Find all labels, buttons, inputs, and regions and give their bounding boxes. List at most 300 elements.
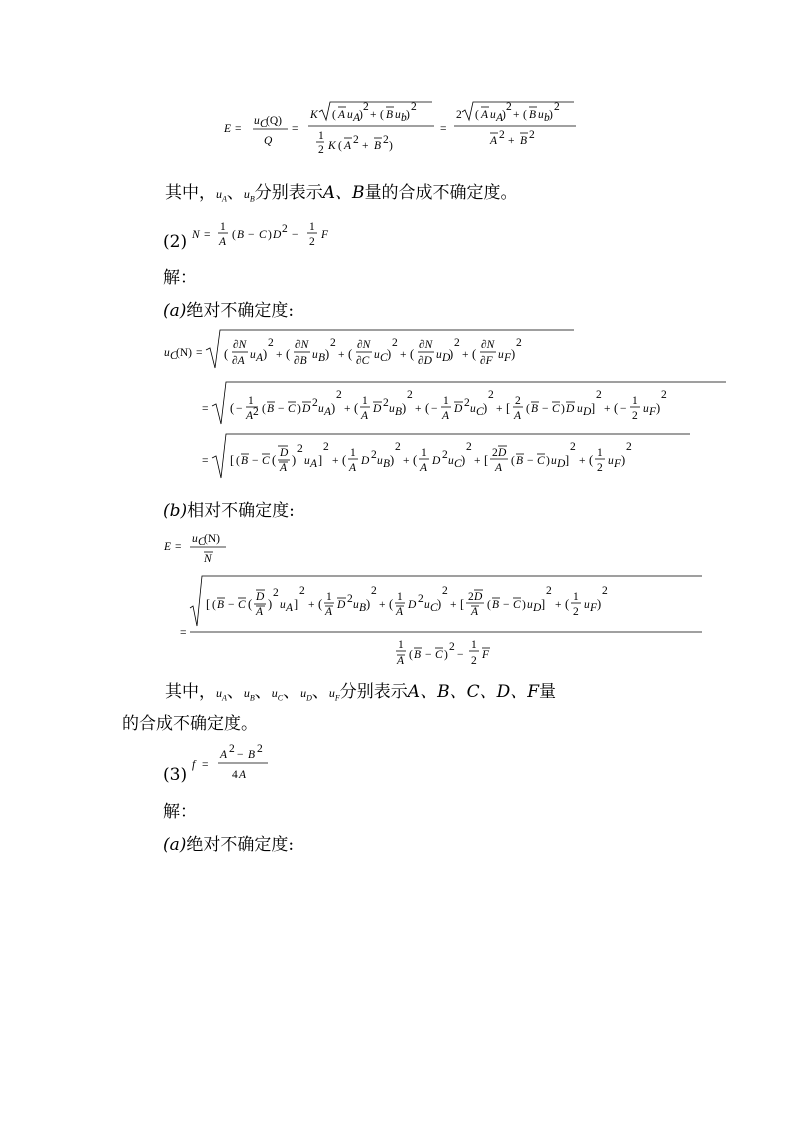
svg-text:u: u [448,455,454,467]
variable-u-a: $u_A$ [216,187,227,204]
svg-text:2: 2 [336,389,342,401]
svg-text:D: D [454,403,463,415]
svg-text:B: B [237,229,245,241]
svg-text:(: ( [342,453,347,467]
svg-text:D: D [442,352,451,364]
svg-text:(: ( [272,453,277,467]
svg-text:−: − [457,649,464,661]
equation-f-definition [190,742,290,788]
svg-text:C: C [262,455,270,467]
svg-text:2: 2 [371,585,377,597]
svg-text:Q: Q [264,135,273,147]
svg-text:∂D: ∂D [418,355,432,367]
svg-text:−: − [620,403,627,415]
svg-text:2: 2 [297,443,303,455]
svg-text:): ) [325,347,330,361]
svg-text:C: C [552,403,560,415]
svg-text:D: D [256,591,265,603]
svg-text:(: ( [487,599,491,611]
svg-text:+: + [276,349,283,361]
variable-u-b: $u_B$ [243,187,255,204]
svg-text:∂A: ∂A [232,355,245,367]
svg-text:(N): (N) [176,347,192,359]
svg-text:2: 2 [449,641,455,653]
svg-text:C: C [288,403,296,415]
svg-text:): ) [366,597,371,611]
subheading-absolute-uncertainty-3: (a)绝对不确定度: [163,835,295,855]
svg-text:2: 2 [546,585,552,597]
svg-text:f: f [192,759,196,771]
svg-text:D: D [302,403,311,415]
svg-text:F: F [504,352,512,364]
svg-text:): ) [263,347,268,361]
svg-text:+: + [496,403,503,415]
svg-text:+: + [508,135,515,147]
svg-text:=: = [292,123,299,135]
svg-text:]: ] [565,453,570,467]
svg-text:A: A [420,462,428,474]
variable-u-c: $u_C$ [271,686,284,703]
svg-text:∂F: ∂F [480,355,493,367]
svg-text:A: A [219,236,227,248]
svg-text:2: 2 [392,337,398,349]
svg-text:C: C [260,118,268,130]
svg-text:K: K [310,109,318,121]
svg-text:2: 2 [602,585,608,597]
svg-text:2: 2 [229,743,235,755]
svg-text:u: u [347,109,353,121]
svg-text:]: ] [541,597,546,611]
svg-text:∂N: ∂N [357,339,371,351]
svg-text:A: A [496,112,504,124]
svg-text:+: + [370,109,377,121]
svg-text:(: ( [413,453,418,467]
variable-u-a: $u_A$ [216,686,227,703]
svg-text:): ) [390,453,395,467]
svg-text:2: 2 [456,109,462,121]
svg-text:−: − [252,455,259,467]
svg-text:=: = [204,229,211,241]
svg-text:∂N: ∂N [419,339,433,351]
solution-label-3: 解： [163,802,197,822]
svg-text:u: u [164,347,170,359]
svg-text:2: 2 [468,591,474,603]
svg-text:A: A [514,410,522,422]
item-2-label: (2) [163,232,188,252]
svg-text:D: D [566,403,575,415]
svg-text:B: B [248,749,256,761]
svg-text:D: D [432,455,441,467]
svg-text:u: u [312,349,318,361]
svg-text:2: 2 [515,395,521,407]
svg-text:F: F [590,602,598,614]
svg-text:D: D [533,602,542,614]
svg-text:2: 2 [418,593,424,605]
svg-text:(Q): (Q) [266,115,282,127]
svg-text:2: 2 [573,606,579,618]
svg-text:=: = [180,627,187,639]
svg-text:): ) [449,347,454,361]
svg-text:u: u [584,599,590,611]
svg-text:[: [ [484,453,489,467]
svg-text:A: A [256,352,264,364]
svg-text:1: 1 [248,395,254,407]
svg-text:A: A [442,410,450,422]
solution-label-2: 解： [163,268,197,288]
svg-text:u: u [318,403,324,415]
svg-text:1: 1 [471,639,477,651]
svg-text:+: + [338,349,345,361]
svg-text:2: 2 [454,337,460,349]
svg-text:2: 2 [632,410,638,422]
svg-text:D: D [583,406,592,418]
svg-text:∂B: ∂B [294,355,307,367]
svg-text:): ) [621,453,626,467]
svg-text:): ) [483,401,488,415]
svg-text:1: 1 [350,447,356,459]
svg-text:): ) [437,597,442,611]
svg-text:B: B [383,458,391,470]
svg-text:): ) [268,597,273,611]
svg-text:u: u [377,455,383,467]
svg-text:2: 2 [492,447,498,459]
svg-text:(: ( [232,229,236,241]
svg-text:∂N: ∂N [233,339,247,351]
svg-text:u: u [490,109,496,121]
svg-text:C: C [198,536,206,548]
svg-text:A: A [490,135,498,147]
svg-text:B: B [318,352,326,364]
svg-text:): ) [292,453,297,467]
svg-text:2: 2 [312,397,318,409]
svg-text:C: C [430,602,438,614]
svg-text:(: ( [410,347,415,361]
svg-text:(: ( [409,649,413,661]
svg-text:[: [ [506,401,511,415]
svg-text:): ) [406,109,410,121]
svg-text:C: C [170,350,178,362]
svg-text:+: + [362,140,369,152]
svg-text:2: 2 [499,129,505,141]
equation-absolute-uncertainty-n [162,326,732,486]
svg-text:2: 2 [554,101,560,113]
svg-text:(: ( [354,401,359,415]
svg-text:1: 1 [318,130,324,142]
svg-text:D: D [474,591,483,603]
svg-text:∂N: ∂N [295,339,309,351]
equation-relative-uncertainty-q [222,96,582,166]
svg-text:1: 1 [421,447,427,459]
svg-text:1: 1 [362,395,368,407]
svg-text:): ) [389,140,393,152]
svg-text:(: ( [523,109,527,121]
svg-text:B: B [531,403,539,415]
svg-text:1: 1 [632,395,638,407]
svg-text:(: ( [380,109,384,121]
svg-text:u: u [254,115,260,127]
svg-text:[: [ [230,453,235,467]
svg-text:+: + [415,403,422,415]
svg-text:[: [ [460,597,465,611]
svg-text:u: u [608,455,614,467]
svg-text:D: D [498,447,507,459]
svg-text:B: B [492,599,500,611]
svg-text:=: = [202,759,209,771]
svg-text:2: 2 [466,441,472,453]
svg-text:): ) [502,109,506,121]
svg-text:u: u [551,455,557,467]
svg-text:+: + [332,455,339,467]
svg-text:A: A [239,769,247,781]
svg-text:): ) [268,229,272,241]
svg-text:B: B [241,455,249,467]
svg-text:2: 2 [371,449,377,461]
svg-text:u: u [192,533,198,545]
svg-text:B: B [217,599,225,611]
svg-text:1: 1 [597,447,603,459]
svg-text:(: ( [526,403,530,415]
svg-text:u: u [424,599,430,611]
svg-text:2: 2 [661,389,667,401]
svg-text:(N): (N) [204,533,220,545]
svg-text:): ) [461,453,466,467]
svg-text:(: ( [511,455,515,467]
svg-text:A: A [325,606,333,618]
svg-text:−: − [278,403,285,415]
svg-text:+: + [604,403,611,415]
svg-text:): ) [331,401,336,415]
svg-text:=: = [202,455,209,467]
svg-text:−: − [237,749,244,761]
svg-text:(: ( [230,401,235,415]
svg-text:2: 2 [273,587,279,599]
svg-text:u: u [353,599,359,611]
svg-text:−: − [248,229,255,241]
svg-text:): ) [511,347,516,361]
svg-text:b: b [544,112,550,124]
svg-text:2: 2 [488,389,494,401]
svg-text:u: u [498,349,504,361]
svg-text:2: 2 [442,585,448,597]
svg-text:A: A [481,109,489,121]
svg-text:=: = [235,123,242,135]
svg-text:A: A [495,462,503,474]
svg-text:−: − [431,403,438,415]
svg-text:K: K [328,140,336,152]
svg-text:1: 1 [397,591,403,603]
svg-text:[: [ [206,597,211,611]
svg-text:∂C: ∂C [356,355,370,367]
svg-text:): ) [522,599,526,611]
paragraph-uncertainty-note-2-continued: 的合成不确定度。 [122,714,258,734]
svg-text:(: ( [338,140,342,152]
svg-text:A: A [280,462,288,474]
svg-text:(: ( [348,347,353,361]
svg-text:B: B [529,109,537,121]
svg-text:(: ( [318,597,323,611]
svg-text:u: u [436,349,442,361]
svg-text:(: ( [332,109,336,121]
svg-text:A: A [286,602,294,614]
svg-text:2: 2 [471,655,477,667]
svg-text:N: N [192,229,200,241]
svg-text:): ) [444,649,448,661]
svg-text:2: 2 [257,743,263,755]
svg-text:+: + [513,109,520,121]
svg-text:A: A [397,655,405,667]
svg-text:2: 2 [506,101,512,113]
svg-text:2: 2 [318,144,324,156]
svg-text:2: 2 [516,337,522,349]
svg-text:−: − [236,403,243,415]
svg-text:−: − [503,599,510,611]
svg-text:C: C [435,649,443,661]
svg-text:=: = [202,403,209,415]
svg-text:u: u [577,403,583,415]
svg-text:C: C [476,406,484,418]
svg-text:E: E [164,541,172,553]
svg-text:+: + [450,599,457,611]
svg-text:2: 2 [323,441,329,453]
item-3-label: (3) [163,765,188,785]
svg-text:D: D [273,229,282,241]
svg-text:B: B [520,135,528,147]
svg-text:(: ( [425,401,430,415]
subheading-absolute-uncertainty-2: (a)绝对不确定度: [163,301,295,321]
svg-text:+: + [344,403,351,415]
svg-text:−: − [425,649,432,661]
svg-text:2: 2 [282,223,288,235]
svg-text:1: 1 [326,591,332,603]
svg-text:+: + [308,599,315,611]
paragraph-uncertainty-note-2: 其中，$u_A$、$u_B$、$u_C$、$u_D$、$u_F$分别表示A、B、C、D、F量 [165,682,556,703]
svg-text:1: 1 [443,395,449,407]
svg-text:F: F [321,229,329,241]
equation-relative-uncertainty-n [162,528,722,676]
svg-text:(: ( [212,599,216,611]
svg-text:A: A [349,462,357,474]
svg-text:u: u [527,599,533,611]
svg-text:2: 2 [299,585,305,597]
svg-text:C: C [238,599,246,611]
svg-text:F: F [649,406,657,418]
svg-text:(: ( [475,109,479,121]
variable-u-b: $u_B$ [243,686,255,703]
svg-text:−: − [542,403,549,415]
equation-n-definition [190,214,360,258]
svg-text:(: ( [589,453,594,467]
svg-text:B: B [359,602,367,614]
svg-text:2: 2 [330,337,336,349]
svg-text:u: u [374,349,380,361]
svg-text:(: ( [248,597,253,611]
variable-u-d: $u_D$ [300,686,312,703]
svg-text:B: B [267,403,275,415]
svg-text:C: C [454,458,462,470]
svg-text:]: ] [591,401,596,415]
svg-text:∂N: ∂N [481,339,495,351]
svg-text:B: B [386,109,394,121]
svg-text:u: u [395,109,401,121]
svg-text:): ) [656,401,661,415]
svg-text:2: 2 [347,593,353,605]
svg-text:+: + [400,349,407,361]
subheading-relative-uncertainty-2: (b)相对不确定度: [163,501,295,521]
svg-text:N: N [204,553,212,565]
svg-text:u: u [643,403,649,415]
svg-text:B: B [374,140,382,152]
svg-text:=: = [440,123,447,135]
svg-text:A: A [344,140,352,152]
svg-text:u: u [470,403,476,415]
svg-text:=: = [196,347,203,359]
svg-text:u: u [250,349,256,361]
svg-text:B: B [395,406,403,418]
svg-text:2: 2 [596,389,602,401]
svg-text:): ) [546,455,550,467]
svg-text:B: B [414,649,422,661]
svg-text:(: ( [389,597,394,611]
svg-text:]: ] [318,453,323,467]
svg-text:C: C [537,455,545,467]
svg-text:C: C [380,352,388,364]
svg-text:D: D [408,599,417,611]
svg-text:): ) [387,347,392,361]
svg-text:(: ( [224,347,229,361]
svg-text:(: ( [565,597,570,611]
svg-text:F: F [482,649,490,661]
svg-text:D: D [373,403,382,415]
svg-text:D: D [557,458,566,470]
svg-text:A: A [256,606,264,618]
svg-text:D: D [361,455,370,467]
svg-text:2: 2 [353,134,359,146]
svg-text:D: D [280,447,289,459]
svg-text:2: 2 [411,101,417,113]
svg-text:=: = [175,541,182,553]
svg-text:A: A [324,406,332,418]
svg-text:2: 2 [529,129,535,141]
svg-text:]: ] [294,597,299,611]
svg-text:+: + [462,349,469,361]
svg-text:D: D [337,599,346,611]
svg-text:C: C [259,229,267,241]
svg-text:(: ( [614,401,619,415]
svg-text:+: + [579,455,586,467]
svg-text:+: + [403,455,410,467]
svg-text:): ) [549,109,553,121]
svg-text:2: 2 [363,101,369,113]
svg-text:1: 1 [220,221,226,233]
svg-text:2: 2 [395,441,401,453]
svg-text:+: + [555,599,562,611]
svg-text:2: 2 [442,449,448,461]
svg-text:A: A [338,109,346,121]
svg-text:): ) [561,403,565,415]
svg-text:): ) [359,109,363,121]
svg-text:u: u [304,455,310,467]
svg-text:2: 2 [597,462,603,474]
svg-text:(: ( [236,455,240,467]
svg-text:): ) [597,597,602,611]
svg-text:2: 2 [253,406,259,418]
svg-text:4: 4 [232,769,238,781]
svg-text:−: − [527,455,534,467]
svg-text:E: E [224,123,232,135]
svg-text:B: B [516,455,524,467]
svg-text:2: 2 [570,441,576,453]
svg-text:1: 1 [398,639,404,651]
